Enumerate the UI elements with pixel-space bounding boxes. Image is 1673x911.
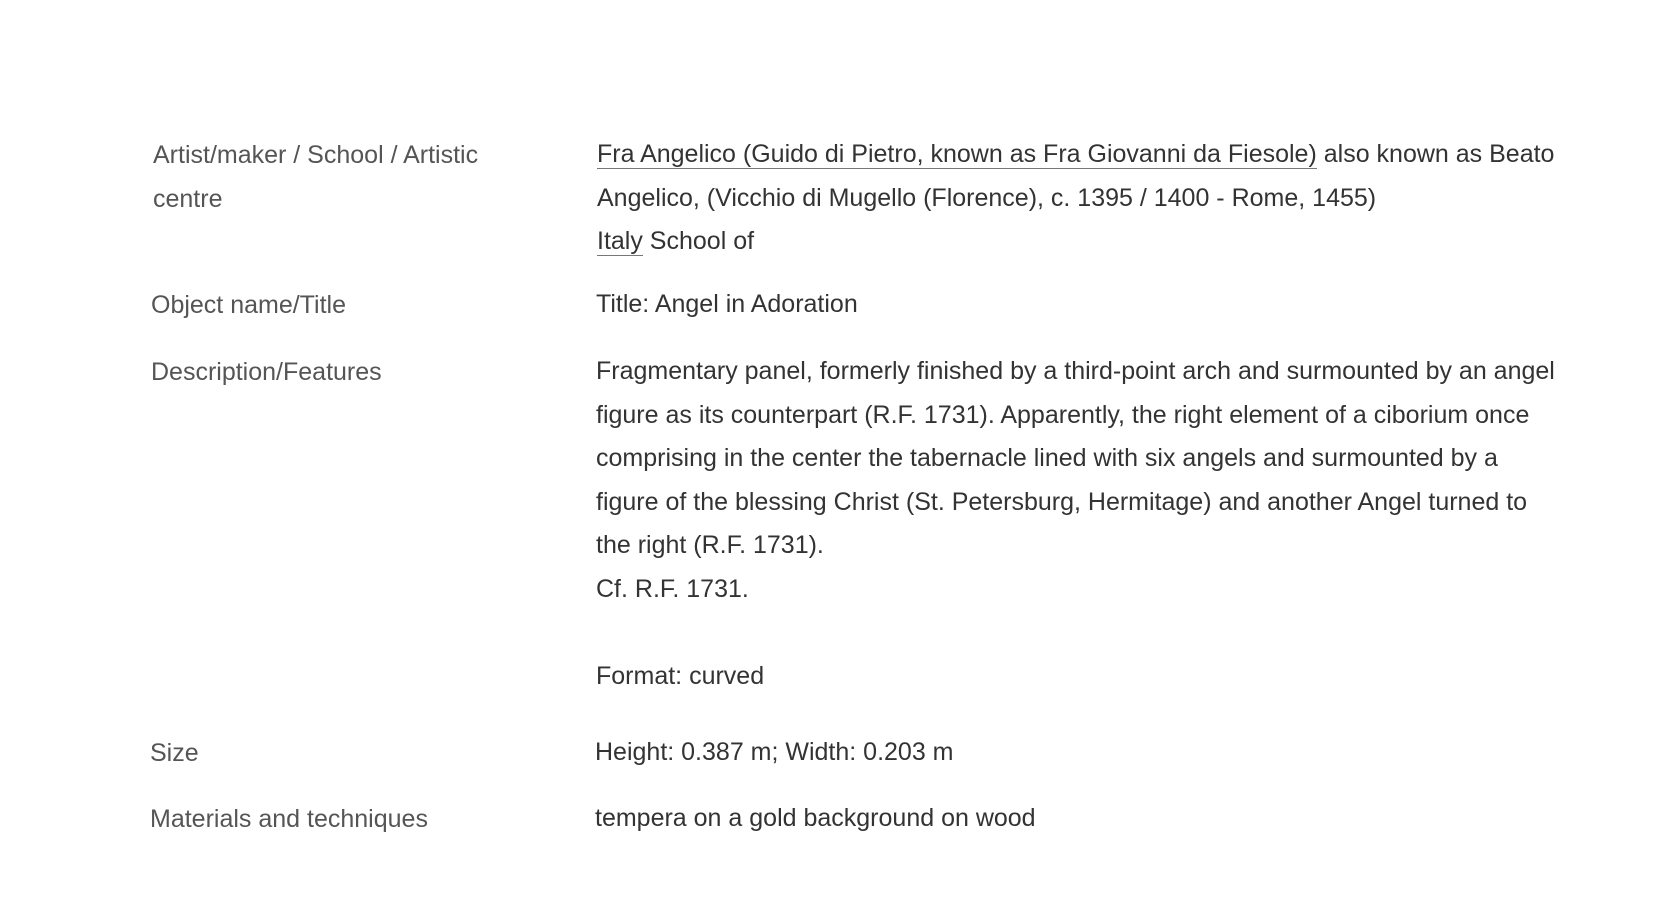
title-label: Object name/Title: [151, 291, 346, 319]
description-line: figure as its counterpart (R.F. 1731). Apparently, the right element of a ciborium once: [596, 400, 1530, 429]
description-line: Fragmentary panel, formerly finished by a third-point arch and surmounted by an angel: [596, 357, 1555, 385]
description-value: [596, 350, 1596, 699]
school-link[interactable]: Italy: [597, 227, 643, 255]
school-suffix: School of: [642, 227, 755, 255]
size-value: Height: 0.387 m; Width: 0.203 m: [595, 738, 954, 766]
description-label: Description/Features: [151, 358, 382, 386]
artist-label-line-1: Artist/maker / School / Artistic: [153, 141, 479, 169]
artist-suffix: also known as Beato: [1316, 140, 1555, 168]
size-label: Size: [150, 739, 199, 767]
title-value: Title: Angel in Adoration: [596, 290, 858, 318]
description-line: the right (R.F. 1731).: [596, 531, 824, 559]
school-line: [597, 220, 1597, 264]
materials-label: Materials and techniques: [150, 805, 428, 833]
description-gap: [596, 611, 1596, 655]
artist-value-line-1: [597, 133, 1597, 177]
materials-value: tempera on a gold background on wood: [595, 804, 1036, 832]
description-line: comprising in the center the tabernacle lined with six angels and surmounted by a: [596, 444, 1498, 472]
artist-value-line-2: Angelico, (Vicchio di Mugello (Florence), c. 1395 / 1400 - Rome, 1455): [597, 183, 1377, 212]
description-line: Cf. R.F. 1731.: [596, 574, 749, 603]
artist-link[interactable]: Fra Angelico (Guido di Pietro, known as Fra Giovanni da Fiesole): [597, 140, 1317, 168]
artist-label: [153, 133, 553, 221]
artist-value: [597, 133, 1597, 264]
description-format: Format: curved: [596, 662, 765, 690]
description-line: figure of the blessing Christ (St. Petersburg, Hermitage) and another Angel turned to: [596, 487, 1528, 516]
artist-label-line-2: centre: [153, 185, 223, 213]
